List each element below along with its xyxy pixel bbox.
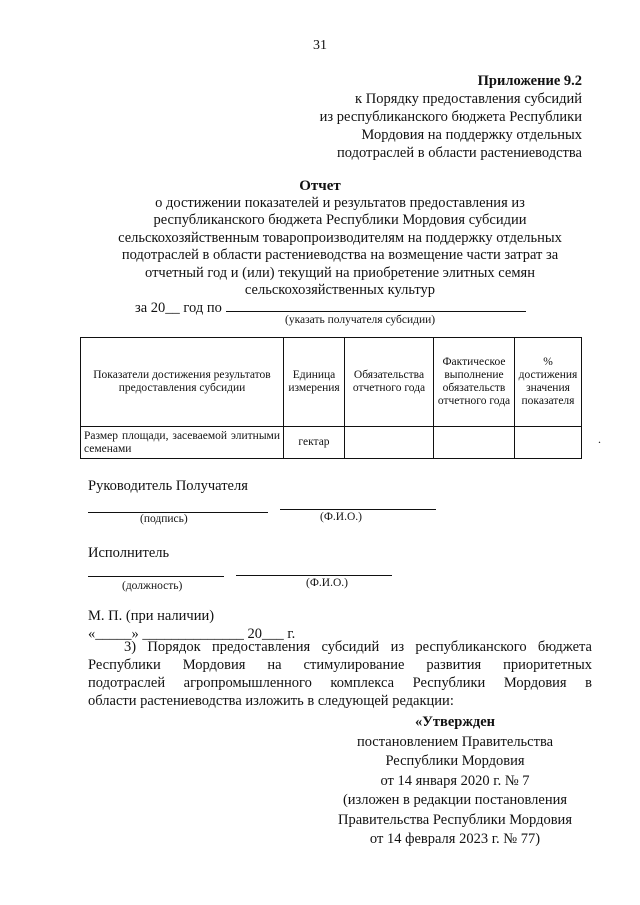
report-title: Отчет	[299, 178, 341, 194]
recipient-blank	[226, 298, 526, 312]
cell-indicator: Размер площади, засеваемой элитными семенами	[81, 427, 284, 459]
paragraph-line: Республики Мордовия на стимулирование развития приоритетных	[88, 657, 592, 673]
recipient-hint: (указать получателя субсидии)	[285, 314, 436, 326]
paragraph-line: подотраслей агропромышленного комплекса Республики Мордовия в	[88, 675, 592, 691]
table-header-row	[81, 338, 582, 427]
appendix-block	[320, 72, 582, 162]
amendment-paragraph	[88, 638, 592, 710]
approved-block	[310, 713, 600, 850]
approved-line: от 14 февраля 2023 г. № 77)	[369, 831, 541, 847]
fio-line	[280, 509, 436, 510]
header-indicator: Показатели достижения результатов предоставления субсидии	[81, 338, 284, 427]
fio-hint-2: (Ф.И.О.)	[306, 577, 348, 589]
approved-title: «Утвержден	[415, 714, 495, 730]
header-actual: Фактическое выполнение обязательств отчетного года	[434, 338, 515, 427]
fio-hint: (Ф.И.О.)	[320, 511, 362, 523]
appendix-line: Мордовия на поддержку отдельных	[361, 127, 582, 143]
report-subtitle	[90, 195, 590, 299]
approved-line: Правительства Республики Мордовия	[338, 811, 572, 828]
cell-actual	[434, 427, 515, 459]
approved-line: Республики Мордовия	[385, 753, 525, 769]
appendix-line: подотраслей в области растениеводства	[337, 145, 582, 161]
report-table	[80, 337, 582, 459]
table-row	[81, 427, 582, 459]
period-prefix: за 20__ год по	[135, 300, 222, 316]
report-subtitle-line: сельскохозяйственных культур	[244, 282, 436, 299]
header-unit: Единица измерения	[284, 338, 345, 427]
position-hint: (должность)	[122, 580, 183, 592]
head-label: Руководитель Получателя	[88, 478, 248, 494]
header-percent: % достижения значения показателя	[515, 338, 582, 427]
date-line: «_____» ______________ 20___ г.	[88, 626, 296, 642]
appendix-line: из республиканского бюджета Республики	[319, 109, 582, 125]
report-subtitle-line: о достижении показателей и результатов предоставления из	[155, 195, 525, 211]
header-obligations: Обязательства отчетного года	[345, 338, 434, 427]
report-subtitle-line: подотраслей в области растениеводства на возмещение части затрат за	[121, 247, 559, 264]
report-subtitle-line: отчетный год и (или) текущий на приобретение элитных семян	[145, 264, 535, 281]
report-subtitle-line: республиканского бюджета Республики Мордовия субсидии	[153, 212, 527, 229]
approved-line: от 14 января 2020 г. № 7	[380, 772, 530, 789]
paragraph-line: области растениеводства изложить в следующей редакции:	[88, 693, 454, 709]
cell-unit: гектар	[284, 427, 345, 459]
executor-label: Исполнитель	[88, 545, 170, 561]
signature-hint: (подпись)	[140, 513, 188, 525]
report-subtitle-line: сельскохозяйственным товаропроизводителям на поддержку отдельных	[118, 229, 562, 246]
appendix-title: Приложение 9.2	[477, 73, 582, 89]
paragraph-line: 3) Порядок предоставления субсидий из республиканского бюджета	[124, 639, 592, 655]
cell-obligations	[345, 427, 434, 459]
fio-line-2	[236, 575, 392, 576]
stray-dot: .	[598, 432, 601, 446]
position-line	[88, 576, 224, 577]
cell-percent	[515, 427, 582, 459]
approved-line: постановлением Правительства	[356, 733, 554, 750]
approved-line: (изложен в редакции постановления	[342, 792, 568, 808]
appendix-line: к Порядку предоставления субсидий	[355, 91, 582, 107]
stamp-label: М. П. (при наличии)	[88, 608, 215, 624]
page-number: 31	[313, 38, 327, 53]
